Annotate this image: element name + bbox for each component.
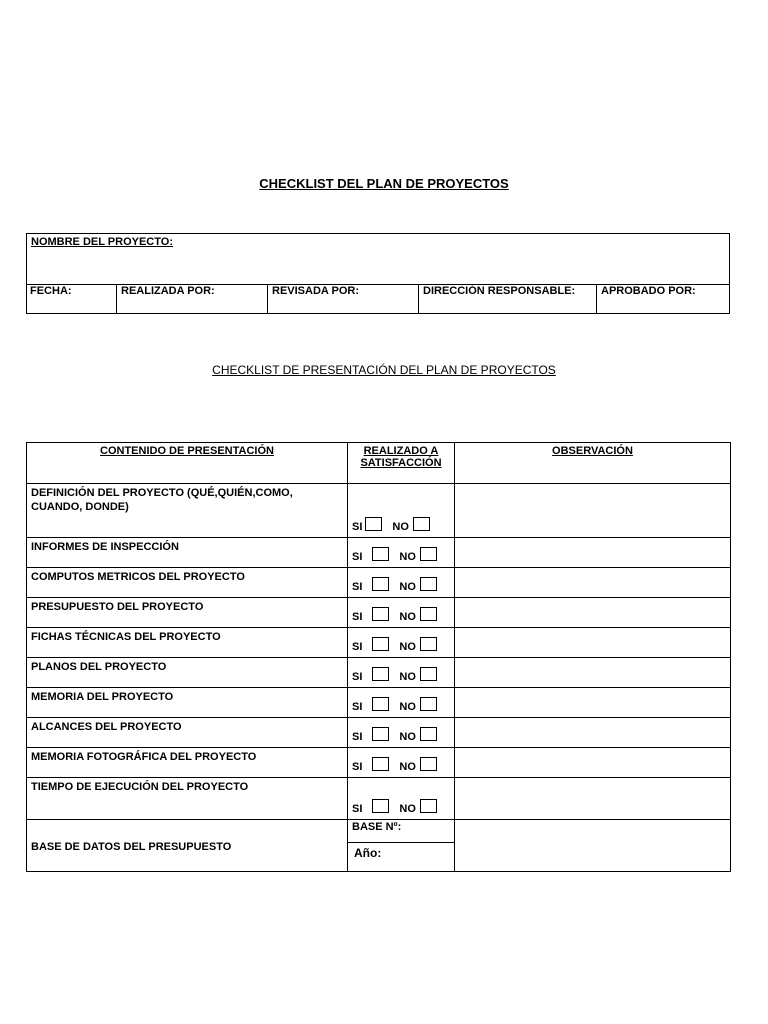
si-checkbox[interactable] — [365, 517, 382, 531]
project-name-label: NOMBRE DEL PROYECTO: — [31, 236, 173, 248]
si-checkbox[interactable] — [372, 799, 389, 813]
checklist-item-label: ALCANCES DEL PROYECTO — [27, 718, 348, 748]
base-datos-row — [27, 820, 731, 872]
checklist-row — [27, 628, 731, 658]
table-header-row — [27, 443, 731, 484]
no-checkbox[interactable] — [420, 727, 437, 741]
no-checkbox[interactable] — [413, 517, 430, 531]
base-datos-label: BASE DE DATOS DEL PRESUPUESTO — [27, 820, 348, 872]
si-label: SI — [352, 671, 363, 683]
no-label: NO — [399, 761, 416, 773]
si-checkbox[interactable] — [372, 667, 389, 681]
no-label: NO — [392, 521, 409, 533]
si-label: SI — [352, 761, 363, 773]
si-label: SI — [352, 701, 363, 713]
si-label: SI — [352, 551, 363, 563]
no-checkbox[interactable] — [420, 637, 437, 651]
no-label: NO — [399, 731, 416, 743]
no-checkbox[interactable] — [420, 697, 437, 711]
si-label: SI — [352, 611, 363, 623]
checklist-row — [27, 718, 731, 748]
si-checkbox[interactable] — [372, 547, 389, 561]
si-label: SI — [352, 803, 363, 815]
observation-cell[interactable] — [455, 718, 731, 748]
checklist-row — [27, 538, 731, 568]
direccion-cell[interactable] — [418, 284, 576, 313]
checklist-si-no-cell — [348, 568, 455, 598]
revisada-label: REVISADA POR: — [272, 285, 359, 297]
base-datos-cell — [348, 820, 455, 872]
no-label: NO — [399, 671, 416, 683]
si-checkbox[interactable] — [372, 727, 389, 741]
observation-cell[interactable] — [455, 688, 731, 718]
si-checkbox[interactable] — [372, 697, 389, 711]
realizada-label: REALIZADA POR: — [121, 285, 215, 297]
no-label: NO — [399, 551, 416, 563]
ano-label: Año: — [354, 846, 382, 860]
observation-cell[interactable] — [455, 628, 731, 658]
checklist-si-no-cell — [348, 778, 455, 820]
no-label: NO — [399, 641, 416, 653]
document-title: CHECKLIST DEL PLAN DE PROYECTOS — [259, 176, 509, 191]
aprobado-cell[interactable] — [596, 284, 696, 313]
aprobado-label: APROBADO POR: — [601, 285, 696, 297]
no-label: NO — [399, 803, 416, 815]
checklist-item-label: PLANOS DEL PROYECTO — [27, 658, 348, 688]
observation-cell[interactable] — [455, 484, 731, 538]
checklist-row — [27, 778, 731, 820]
col-observacion: OBSERVACIÓN — [455, 443, 731, 484]
checklist-row — [27, 688, 731, 718]
checklist-si-no-cell — [348, 628, 455, 658]
no-checkbox[interactable] — [420, 547, 437, 561]
observation-cell[interactable] — [455, 568, 731, 598]
checklist-item-label: FICHAS TÉCNICAS DEL PROYECTO — [27, 628, 348, 658]
no-checkbox[interactable] — [420, 577, 437, 591]
no-checkbox[interactable] — [420, 799, 437, 813]
checklist-item-label: MEMORIA FOTOGRÁFICA DEL PROYECTO — [27, 748, 348, 778]
si-checkbox[interactable] — [372, 607, 389, 621]
no-label: NO — [399, 611, 416, 623]
checklist-si-no-cell — [348, 748, 455, 778]
realizada-cell[interactable] — [116, 284, 215, 313]
checklist-si-no-cell — [348, 538, 455, 568]
si-checkbox[interactable] — [372, 757, 389, 771]
col-contenido: CONTENIDO DE PRESENTACIÓN — [27, 443, 348, 484]
checklist-item-label: COMPUTOS METRICOS DEL PROYECTO — [27, 568, 348, 598]
checklist-subtitle: CHECKLIST DE PRESENTACIÓN DEL PLAN DE PROYECTOS — [212, 363, 556, 377]
checklist-si-no-cell — [348, 658, 455, 688]
checklist-si-no-cell — [348, 484, 455, 538]
si-label: SI — [352, 641, 363, 653]
revisada-cell[interactable] — [267, 284, 359, 313]
direccion-label: DIRECCIÓN RESPONSABLE: — [423, 285, 576, 297]
checklist-si-no-cell — [348, 688, 455, 718]
observation-cell[interactable] — [455, 538, 731, 568]
checklist-table — [26, 442, 731, 872]
observation-cell[interactable] — [455, 658, 731, 688]
checklist-item-label: PRESUPUESTO DEL PROYECTO — [27, 598, 348, 628]
checklist-row — [27, 598, 731, 628]
checklist-row — [27, 658, 731, 688]
observation-cell[interactable] — [455, 598, 731, 628]
checklist-row — [27, 568, 731, 598]
no-checkbox[interactable] — [420, 607, 437, 621]
checklist-item-label: MEMORIA DEL PROYECTO — [27, 688, 348, 718]
si-checkbox[interactable] — [372, 577, 389, 591]
si-checkbox[interactable] — [372, 637, 389, 651]
no-checkbox[interactable] — [420, 757, 437, 771]
si-label: SI — [352, 581, 363, 593]
observation-cell[interactable] — [455, 778, 731, 820]
checklist-si-no-cell — [348, 718, 455, 748]
si-label: SI — [352, 731, 363, 743]
project-info-table — [26, 233, 730, 314]
checklist-row — [27, 748, 731, 778]
no-label: NO — [399, 581, 416, 593]
si-label: SI — [352, 521, 363, 533]
no-label: NO — [399, 701, 416, 713]
checklist-row — [27, 484, 731, 538]
checklist-item-label: TIEMPO DE EJECUCIÓN DEL PROYECTO — [27, 778, 348, 820]
observation-cell[interactable] — [455, 748, 731, 778]
col-realizado: REALIZADO A SATISFACCIÓN — [348, 443, 455, 484]
checklist-item-label: INFORMES DE INSPECCIÓN — [27, 538, 348, 568]
checklist-item-label: DEFINICIÓN DEL PROYECTO (QUÉ,QUIÉN,COMO, CUANDO, DONDE) — [27, 484, 348, 538]
base-n-label: BASE Nº: — [352, 821, 402, 833]
base-datos-observation[interactable] — [455, 820, 731, 872]
checklist-si-no-cell — [348, 598, 455, 628]
fecha-label: FECHA: — [30, 285, 72, 297]
no-checkbox[interactable] — [420, 667, 437, 681]
